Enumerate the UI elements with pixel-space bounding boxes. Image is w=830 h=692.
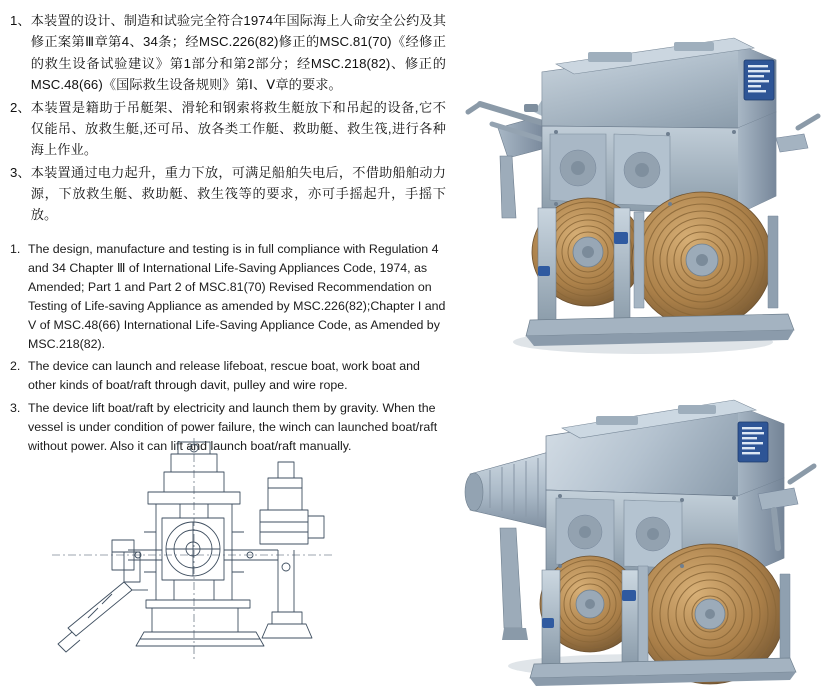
chinese-paragraph-list — [10, 10, 446, 226]
list-text: The device lift boat/raft by electricity and launch them by gravity. When the vessel is under condition of power failure, the winch can launched boat/raft without power. Also it can lift and launch boat/raft manually. — [28, 400, 438, 453]
list-marker: 3. — [10, 400, 21, 415]
list-marker: 1. — [10, 241, 21, 256]
list-text: 本装置通过电力起升，重力下放，可满足船舶失电后，不借助船舶动力源，下放救生艇、救助艇、救生筏等的要求，亦可手摇起升，手摇下放。 — [30, 164, 446, 223]
list-item — [10, 240, 446, 355]
english-paragraph-list — [10, 240, 446, 456]
line-drawing-winch-assembly — [28, 432, 358, 682]
photo-winch-angle-view — [438, 378, 826, 686]
photo-winch-front-view — [438, 8, 826, 368]
list-text: 本装置是籍助于吊艇架、滑轮和钢索将救生艇放下和吊起的设备,它不仅能吊、放救生艇,还可吊、放各类工作艇、救助艇、救生筏,进行各种海上作业。 — [30, 99, 446, 158]
list-item — [10, 97, 446, 161]
list-text: 本装置的设计、制造和试验完全符合1974年国际海上人命安全公约及其修正案第Ⅲ章第4、34条；经MSC.226(82)修正的MSC.81(70)《经修正的救生设备试验建议》第1部分和第2部分；经MSC.218(82)、修正的MSC.48(66)《国际救生设备规则》第Ⅰ、Ⅴ章的要求。 — [30, 13, 446, 93]
list-item — [10, 10, 446, 96]
list-text: The design, manufacture and testing is in full compliance with Regulation 4 and 34 Chapter Ⅲ of International Life-Saving Appliances Code, 1974, as Amended; Part 1 and Part 2 of MSC.81(70) Revised Recommendation on Testing of Life-saving Appliance as amended by MSC.226(82);Chapter I and V of MSC.48(66) International Life-Saving Appliance Code, as Amended by MSC.218(82). — [28, 241, 446, 352]
list-marker: 3、 — [10, 164, 31, 180]
list-text: The device can launch and release lifeboat, rescue boat, work boat and other kinds of boat/raft through davit, pulley and wire rope. — [28, 359, 420, 393]
list-item — [10, 162, 446, 226]
list-marker: 2、 — [10, 99, 31, 115]
list-item — [10, 357, 446, 395]
list-marker: 1、 — [10, 13, 31, 28]
list-marker: 2. — [10, 359, 21, 374]
specification-text-column — [0, 0, 452, 453]
